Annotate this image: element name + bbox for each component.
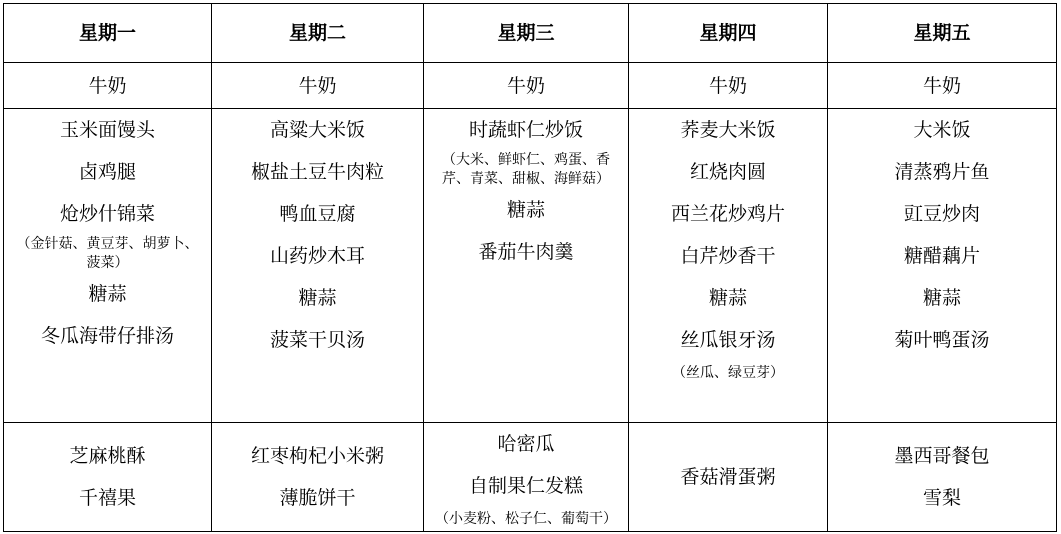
day-header: 星期三 [424,4,629,63]
lunch-cell [4,109,212,423]
day-header: 星期四 [629,4,828,63]
lunch-list [4,109,211,357]
lunch-list [424,109,628,273]
ingredient-note: （大米、鲜虾仁、鸡蛋、香芹、青菜、甜椒、海鲜菇） [442,152,610,187]
menu-item: 香菇滑蛋粥 [680,466,776,488]
menu-item: 高粱大米饭 [269,119,365,141]
ingredient-note: （金针菇、黄豆芽、胡萝卜、菠菜） [16,236,199,271]
weekly-menu-table [3,3,1057,532]
milk-row [4,63,1057,109]
ingredient-note: （丝瓜、绿豆芽） [672,365,784,381]
menu-item: 玉米面馒头 [59,119,155,141]
menu-item: 糖蒜 [88,283,127,305]
day-header: 星期二 [212,4,424,63]
menu-item: 糖醋藕片 [903,245,980,267]
menu-item: 西兰花炒鸡片 [670,203,785,225]
snack-list [828,435,1056,519]
menu-item: 清蒸鸦片鱼 [894,161,990,183]
milk-cell: 牛奶 [828,63,1057,109]
day-header-row [4,4,1057,63]
menu-item: 椒盐土豆牛肉粒 [250,161,384,183]
menu-item: 自制果仁发糕 [468,475,583,497]
lunch-row [4,109,1057,423]
milk-cell: 牛奶 [4,63,212,109]
menu-item: 糖蒜 [506,199,545,221]
menu-item: 丝瓜银牙汤 [680,329,776,351]
lunch-cell [212,109,424,423]
snack-cell [629,423,828,532]
menu-item: 红枣枸杞小米粥 [250,445,384,467]
menu-item: 荞麦大米饭 [680,119,776,141]
menu-item: 山药炒木耳 [269,245,365,267]
milk-cell: 牛奶 [629,63,828,109]
menu-item: 豇豆炒肉 [903,203,980,225]
snack-cell [828,423,1057,532]
menu-item: 薄脆饼干 [279,487,356,509]
menu-item: 糖蒜 [708,287,747,309]
menu-item: 菠菜干贝汤 [269,329,365,351]
menu-item: 千禧果 [78,487,136,509]
lunch-list [212,109,423,361]
menu-item: 哈密瓜 [497,433,555,455]
snack-row [4,423,1057,532]
menu-item: 时蔬虾仁炒饭 [468,119,583,141]
milk-cell: 牛奶 [424,63,629,109]
menu-item: 大米饭 [913,119,971,141]
menu-item: 炝炒什锦菜 [59,203,155,225]
menu-item: 卤鸡腿 [78,161,136,183]
snack-list [212,435,423,519]
snack-cell [212,423,424,532]
menu-item: 糖蒜 [298,287,337,309]
snack-list [424,423,628,531]
day-header: 星期五 [828,4,1057,63]
menu-item: 番茄牛肉羹 [478,241,574,263]
snack-cell [424,423,629,532]
lunch-list [629,109,827,385]
snack-list [629,456,827,498]
menu-item: 糖蒜 [922,287,961,309]
menu-item: 墨西哥餐包 [894,445,990,467]
menu-item: 菊叶鸭蛋汤 [894,329,990,351]
lunch-cell [629,109,828,423]
day-header: 星期一 [4,4,212,63]
milk-cell: 牛奶 [212,63,424,109]
menu-item: 红烧肉圆 [689,161,766,183]
menu-item: 雪梨 [922,487,961,509]
ingredient-note: （小麦粉、松子仁、葡萄干） [435,511,617,527]
menu-item: 冬瓜海带仔排汤 [40,325,174,347]
menu-item: 鸭血豆腐 [279,203,356,225]
snack-cell [4,423,212,532]
menu-item: 白芹炒香干 [680,245,776,267]
menu-item: 芝麻桃酥 [69,445,146,467]
snack-list [4,435,211,519]
lunch-list [828,109,1056,361]
lunch-cell [828,109,1057,423]
lunch-cell [424,109,629,423]
